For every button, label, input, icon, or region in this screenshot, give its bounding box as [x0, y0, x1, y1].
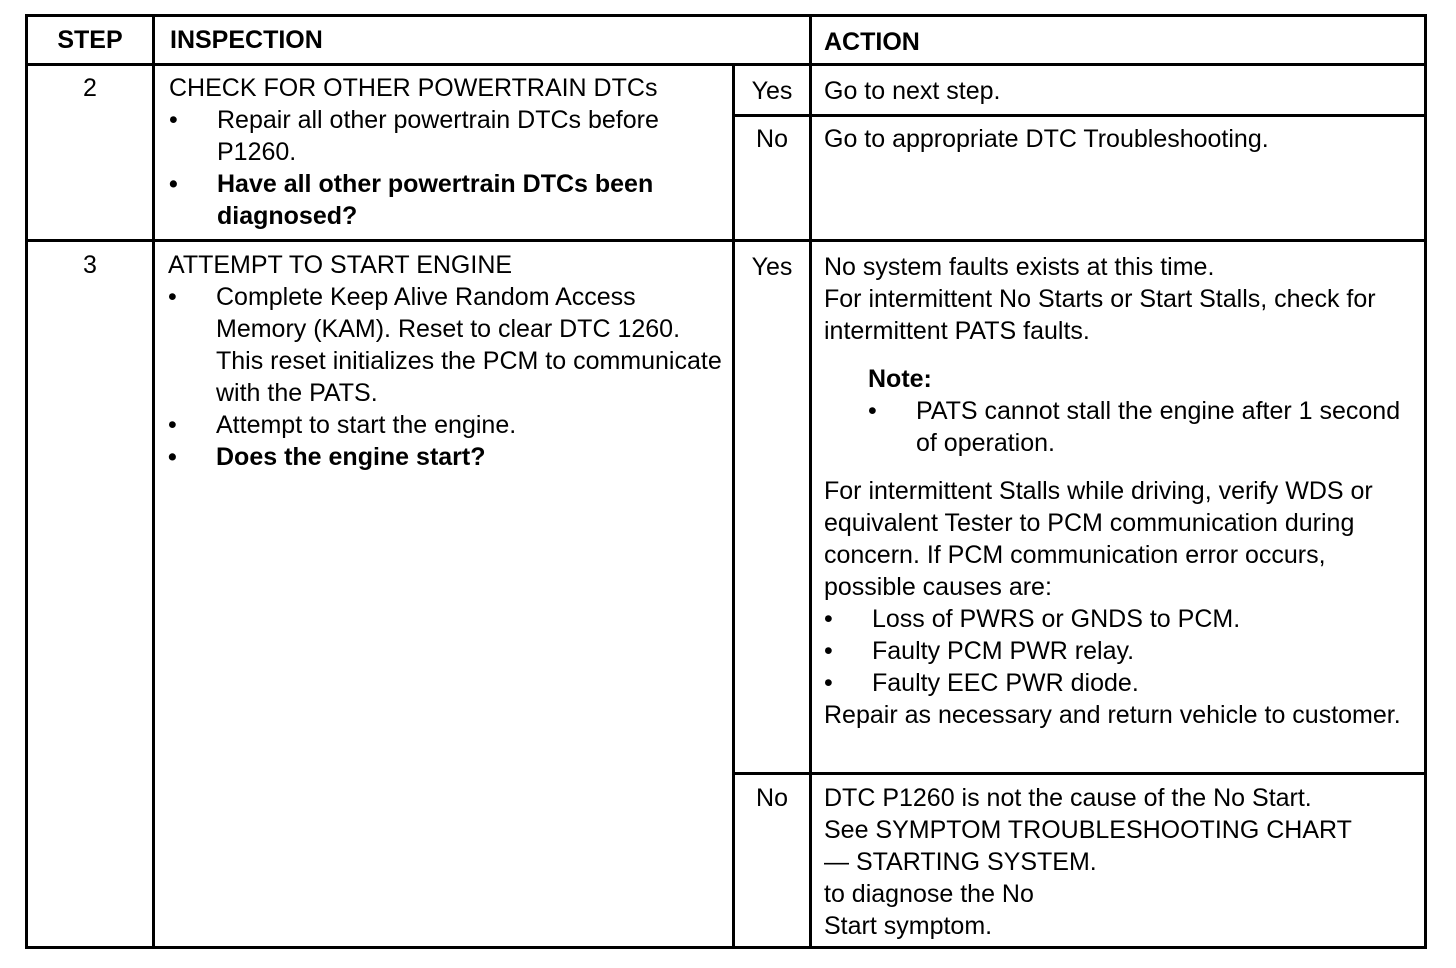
step-3-yes-paragraph: For intermittent Stalls while driving, verify WDS or equivalent Tester to PCM communication during concern. If PCM communication error occurs, possible causes are:: [824, 477, 1373, 601]
step-3-number: 3: [83, 251, 97, 279]
step-3-no-action: [824, 782, 1354, 942]
divider-step-col: [152, 17, 155, 946]
troubleshooting-table: [25, 14, 1427, 949]
step-3-inspection: [168, 249, 730, 473]
step-2-title: CHECK FOR OTHER POWERTRAIN DTCs: [169, 74, 658, 102]
step-3-yes-closing: Repair as necessary and return vehicle to customer.: [824, 701, 1401, 729]
step-3-note: [824, 363, 1414, 459]
divider-step2-step3: [28, 239, 1424, 242]
step-3-question: • Does the engine start?: [168, 441, 730, 473]
divider-answer-col: [732, 66, 735, 946]
step-2-no-label: No: [756, 125, 788, 153]
divider-step2-yes-no: [732, 114, 1424, 117]
step-3-bullet: • Complete Keep Alive Random Access Memory (KAM). Reset to clear DTC 1260. This reset initializes the PCM to communicate with the PATS.: [168, 281, 730, 409]
step-3-no-line: to diagnose the No Start symptom.: [824, 880, 1034, 940]
step-2-inspection: [169, 72, 729, 232]
step-3-yes-line: No system faults exists at this time.: [824, 253, 1215, 281]
step-2-yes-action: Go to next step.: [824, 77, 1001, 105]
step-3-bullet: • Attempt to start the engine.: [168, 409, 730, 441]
divider-action-col: [809, 17, 812, 946]
step-3-yes-line: For intermittent No Starts or Start Stalls, check for intermittent PATS faults.: [824, 285, 1376, 345]
header-inspection: INSPECTION: [170, 26, 323, 54]
step-3-yes-action: [824, 251, 1414, 731]
step-3-no-line: DTC P1260 is not the cause of the No Start.: [824, 784, 1312, 812]
cause-item: • Faulty PCM PWR relay.: [824, 635, 1414, 667]
header-step: STEP: [57, 26, 123, 54]
step-2-question: • Have all other powertrain DTCs been diagnosed?: [169, 168, 729, 232]
cause-item: • Loss of PWRS or GNDS to PCM.: [824, 603, 1414, 635]
step-3-title: ATTEMPT TO START ENGINE: [168, 251, 513, 279]
step-2-yes-label: Yes: [751, 77, 793, 105]
step-2-bullet: • Repair all other powertrain DTCs before P1260.: [169, 104, 729, 168]
note-label: Note:: [868, 365, 932, 393]
step-3-no-label: No: [756, 784, 788, 812]
header-action: ACTION: [824, 28, 920, 56]
note-bullet: • PATS cannot stall the engine after 1 second of operation.: [868, 395, 1414, 459]
step-3-yes-label: Yes: [751, 253, 793, 281]
step-3-no-line: See SYMPTOM TROUBLESHOOTING CHART — STARTING SYSTEM.: [824, 816, 1352, 876]
cause-item: • Faulty EEC PWR diode.: [824, 667, 1414, 699]
divider-header: [28, 63, 1424, 66]
step-2-no-action: Go to appropriate DTC Troubleshooting.: [824, 125, 1269, 153]
divider-step3-yes-no: [732, 772, 1424, 775]
step-2-number: 2: [83, 74, 97, 102]
